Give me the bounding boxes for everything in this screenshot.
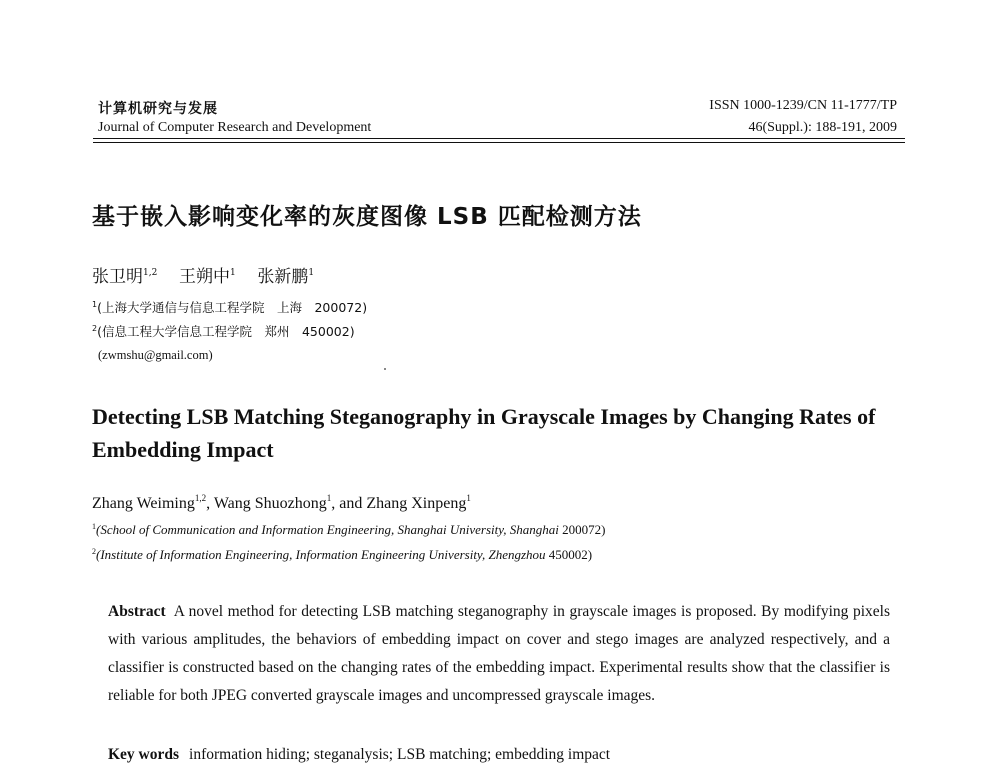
keywords <box>108 746 610 764</box>
affiliation-en-2 <box>92 547 592 563</box>
abstract <box>108 598 890 710</box>
authors-en <box>92 493 471 513</box>
author-en: Zhang Xinpeng <box>366 495 467 512</box>
header-rule-thin <box>93 142 905 143</box>
author-cn-sup: 1 <box>308 268 315 278</box>
header-rule-thick <box>93 138 905 139</box>
affiliation-en-sup: 2 <box>92 547 96 556</box>
issue-info: 46(Suppl.): 188-191, 2009 <box>748 120 897 135</box>
author-en: Zhang Weiming <box>92 495 195 512</box>
email: (zwmshu@gmail.com) <box>98 348 213 362</box>
affiliation-cn-text: (上海大学通信与信息工程学院 上海 200072) <box>97 300 368 315</box>
abstract-label: Abstract <box>108 603 166 620</box>
affiliation-en-text: (Institute of Information Engineering, Information Engineering University, Zhengzhou <box>96 547 546 562</box>
affiliation-cn-sup: 1 <box>92 300 98 309</box>
affiliation-cn-text: (信息工程大学信息工程学院 郑州 450002) <box>97 324 355 339</box>
journal-name-cn: 计算机研究与发展 <box>98 101 218 117</box>
issn: ISSN 1000-1239/CN 11-1777/TP <box>709 98 897 113</box>
author-cn: 王朔中 <box>178 267 230 287</box>
author-sep: , <box>206 495 214 512</box>
author-cn-sup: 1,2 <box>143 268 158 278</box>
authors-cn <box>92 262 314 287</box>
author-en-sup: 1 <box>466 493 471 503</box>
affiliation-cn-sup: 2 <box>92 324 98 333</box>
author-en-sup: 1 <box>326 493 332 503</box>
author-cn: 张新鹏 <box>257 267 309 287</box>
affiliation-en-sup: 1 <box>92 522 96 531</box>
abstract-text: A novel method for detecting LSB matching steganography in grayscale images is proposed. By modifying pixels with various amplitudes, the behaviors of embedding impact on cover and stego images are analyzed respectively, and a classifier is constructed based on the changing rates of the embedding impact. Experimental results show that the classifier is reliable for both JPEG converted grayscale images and uncompressed grayscale images. <box>108 603 890 704</box>
affiliation-cn-1 <box>92 298 367 316</box>
keywords-label: Key words <box>108 746 180 763</box>
journal-name-en: Journal of Computer Research and Development <box>98 120 372 135</box>
author-cn-sup: 1 <box>229 268 236 278</box>
title-en: Detecting LSB Matching Steganography in Grayscale Images by Changing Rates of Embedding Impact <box>92 404 876 462</box>
author-en-sup: 1,2 <box>194 493 207 503</box>
affiliation-en-text: (School of Communication and Information Engineering, Shanghai University, Shanghai <box>96 522 559 537</box>
author-en: Wang Shuozhong <box>213 495 327 512</box>
author-cn: 张卫明 <box>92 267 143 287</box>
author-sep: , and <box>331 495 367 512</box>
title-cn: 基于嵌入影响变化率的灰度图像 LSB 匹配检测方法 <box>92 204 642 230</box>
affiliation-en-code: 200072) <box>562 522 606 537</box>
stray-dot <box>384 368 386 370</box>
affiliation-en-1 <box>92 522 606 538</box>
affiliation-en-code: 450002) <box>548 547 593 562</box>
affiliation-cn-2 <box>92 322 355 340</box>
keywords-text: information hiding; steganalysis; LSB matching; embedding impact <box>189 746 611 763</box>
